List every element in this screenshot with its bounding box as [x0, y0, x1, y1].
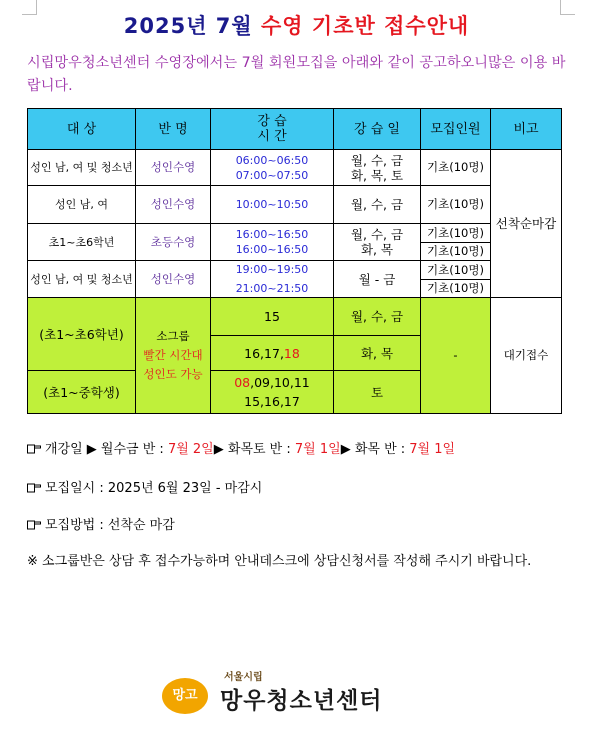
header-quota: 모집인원	[421, 109, 491, 150]
group-class	[136, 298, 211, 414]
group-target2: (초1~중학생)	[28, 371, 136, 414]
row1-time2: 07:00~07:50	[235, 168, 309, 182]
row1-target: 성인 남, 여 및 청소년	[28, 150, 136, 186]
recruit-method-text: 모집방법 : 선착순 마감	[45, 518, 175, 533]
title-registration: 접수안내	[384, 14, 470, 38]
table-header-row	[28, 109, 562, 150]
header-time-line1: 강 습	[257, 114, 287, 129]
row4-time2: 21:00~21:50	[235, 282, 309, 295]
group-days-b: 화, 목	[334, 336, 421, 371]
row3-time1: 16:00~16:50	[235, 228, 309, 241]
title-basic: 기초반	[311, 14, 376, 38]
table-row	[28, 261, 562, 280]
open-label: 개강일 ▶ 월수금 반 :	[45, 442, 168, 457]
row4-quota1: 기초(10명)	[421, 261, 491, 280]
row3-days	[334, 224, 421, 261]
row2-target: 성인 남, 여	[28, 186, 136, 224]
row3-time	[211, 224, 334, 261]
row1-quota: 기초(10명)	[421, 150, 491, 186]
note-remark: ※ 소그룹반은 상담 후 접수가능하며 안내데스크에 상담신청서를 작성해 주시기 바랍니다.	[27, 554, 532, 569]
row1-days	[334, 150, 421, 186]
group-quota: -	[421, 298, 491, 414]
group-time-c	[211, 371, 334, 414]
header-note: 비고	[491, 109, 562, 150]
row1-days2: 화, 목, 토	[350, 167, 404, 183]
intro-text: 시립망우청소년센터 수영장에서는 7월 회원모집을 아래와 같이 공고하오니많은 이용 바랍니다.	[27, 55, 566, 94]
row2-days1: 월, 수, 금	[334, 186, 421, 224]
group-class-line1: 소그룹	[156, 329, 190, 343]
table-row	[28, 224, 562, 243]
row1-time1: 06:00~06:50	[235, 153, 309, 167]
header-days: 강 습 일	[334, 109, 421, 150]
group-time-b-plain: 16,17,	[244, 345, 284, 361]
pointing-hand-icon	[27, 443, 41, 454]
row3-days2: 화, 목	[360, 242, 394, 257]
note-first-come: 선착순마감	[491, 150, 562, 298]
pointing-hand-icon	[27, 519, 41, 530]
header-time	[211, 109, 334, 150]
header-time-line2: 시 간	[257, 129, 287, 144]
group-target1: (초1~초6학년)	[28, 298, 136, 371]
row4-days1: 월 - 금	[334, 261, 421, 298]
row3-time2: 16:00~16:50	[235, 243, 309, 256]
row1-class: 성인수영	[136, 150, 211, 186]
row4-target: 성인 남, 여 및 청소년	[28, 261, 136, 298]
row2-quota: 기초(10명)	[421, 186, 491, 224]
group-time-c-line1	[211, 375, 333, 390]
row1-days1: 월, 수, 금	[350, 152, 404, 168]
title-date: 2025년 7월	[123, 14, 253, 38]
note-open-date	[27, 438, 455, 457]
row3-class: 초등수영	[136, 224, 211, 261]
table-row	[28, 186, 562, 224]
group-time-b	[211, 336, 334, 371]
group-time-c-line2: 15,16,17	[244, 394, 300, 409]
header-target: 대 상	[28, 109, 136, 150]
note-recruit-method	[27, 514, 175, 533]
open-val3: 7월 1일	[409, 442, 456, 457]
logo-subtitle: 서울시립	[224, 672, 263, 683]
row2-class: 성인수영	[136, 186, 211, 224]
row4-quota2: 기초(10명)	[421, 280, 491, 298]
open-mid2: ▶ 화목 반 :	[340, 442, 410, 457]
row3-target: 초1~초6학년	[28, 224, 136, 261]
group-time-a: 15	[211, 298, 334, 336]
pointing-hand-icon	[27, 482, 41, 493]
group-class-line3: 성인도 가능	[143, 367, 203, 381]
open-mid1: ▶ 화목토 반 :	[213, 442, 295, 457]
table-row	[28, 298, 562, 336]
open-val1: 7월 2일	[167, 442, 214, 457]
group-class-line2: 빨간 시간대	[143, 348, 203, 362]
row3-quota1: 기초(10명)	[421, 224, 491, 243]
open-val2: 7월 1일	[294, 442, 341, 457]
row3-quota2: 기초(10명)	[421, 243, 491, 261]
recruit-date-text: 모집일시 : 2025년 6월 23일 - 마감시	[45, 481, 263, 496]
group-time-c-red: 08	[234, 375, 251, 390]
group-note: 대기접수	[491, 298, 562, 414]
note-recruit-date	[27, 477, 262, 496]
row4-class: 성인수영	[136, 261, 211, 298]
center-logo	[162, 668, 432, 720]
row1-time	[211, 150, 334, 186]
table-row	[28, 150, 562, 186]
row3-days1: 월, 수, 금	[350, 227, 404, 242]
logo-name: 망우청소년센터	[220, 688, 383, 714]
group-days-c: 토	[334, 371, 421, 414]
schedule-table	[27, 108, 562, 414]
group-time-c-plain: ,09,10,11	[250, 375, 310, 390]
group-time-b-red: 18	[283, 345, 300, 361]
document-title	[0, 10, 593, 40]
row4-time	[211, 261, 334, 298]
title-swim: 수영	[261, 14, 304, 38]
row4-time1: 19:00~19:50	[235, 263, 309, 276]
group-days-a: 월, 수, 금	[334, 298, 421, 336]
row2-time1: 10:00~10:50	[211, 186, 334, 224]
header-class: 반 명	[136, 109, 211, 150]
logo-emblem: 망고	[162, 678, 208, 714]
